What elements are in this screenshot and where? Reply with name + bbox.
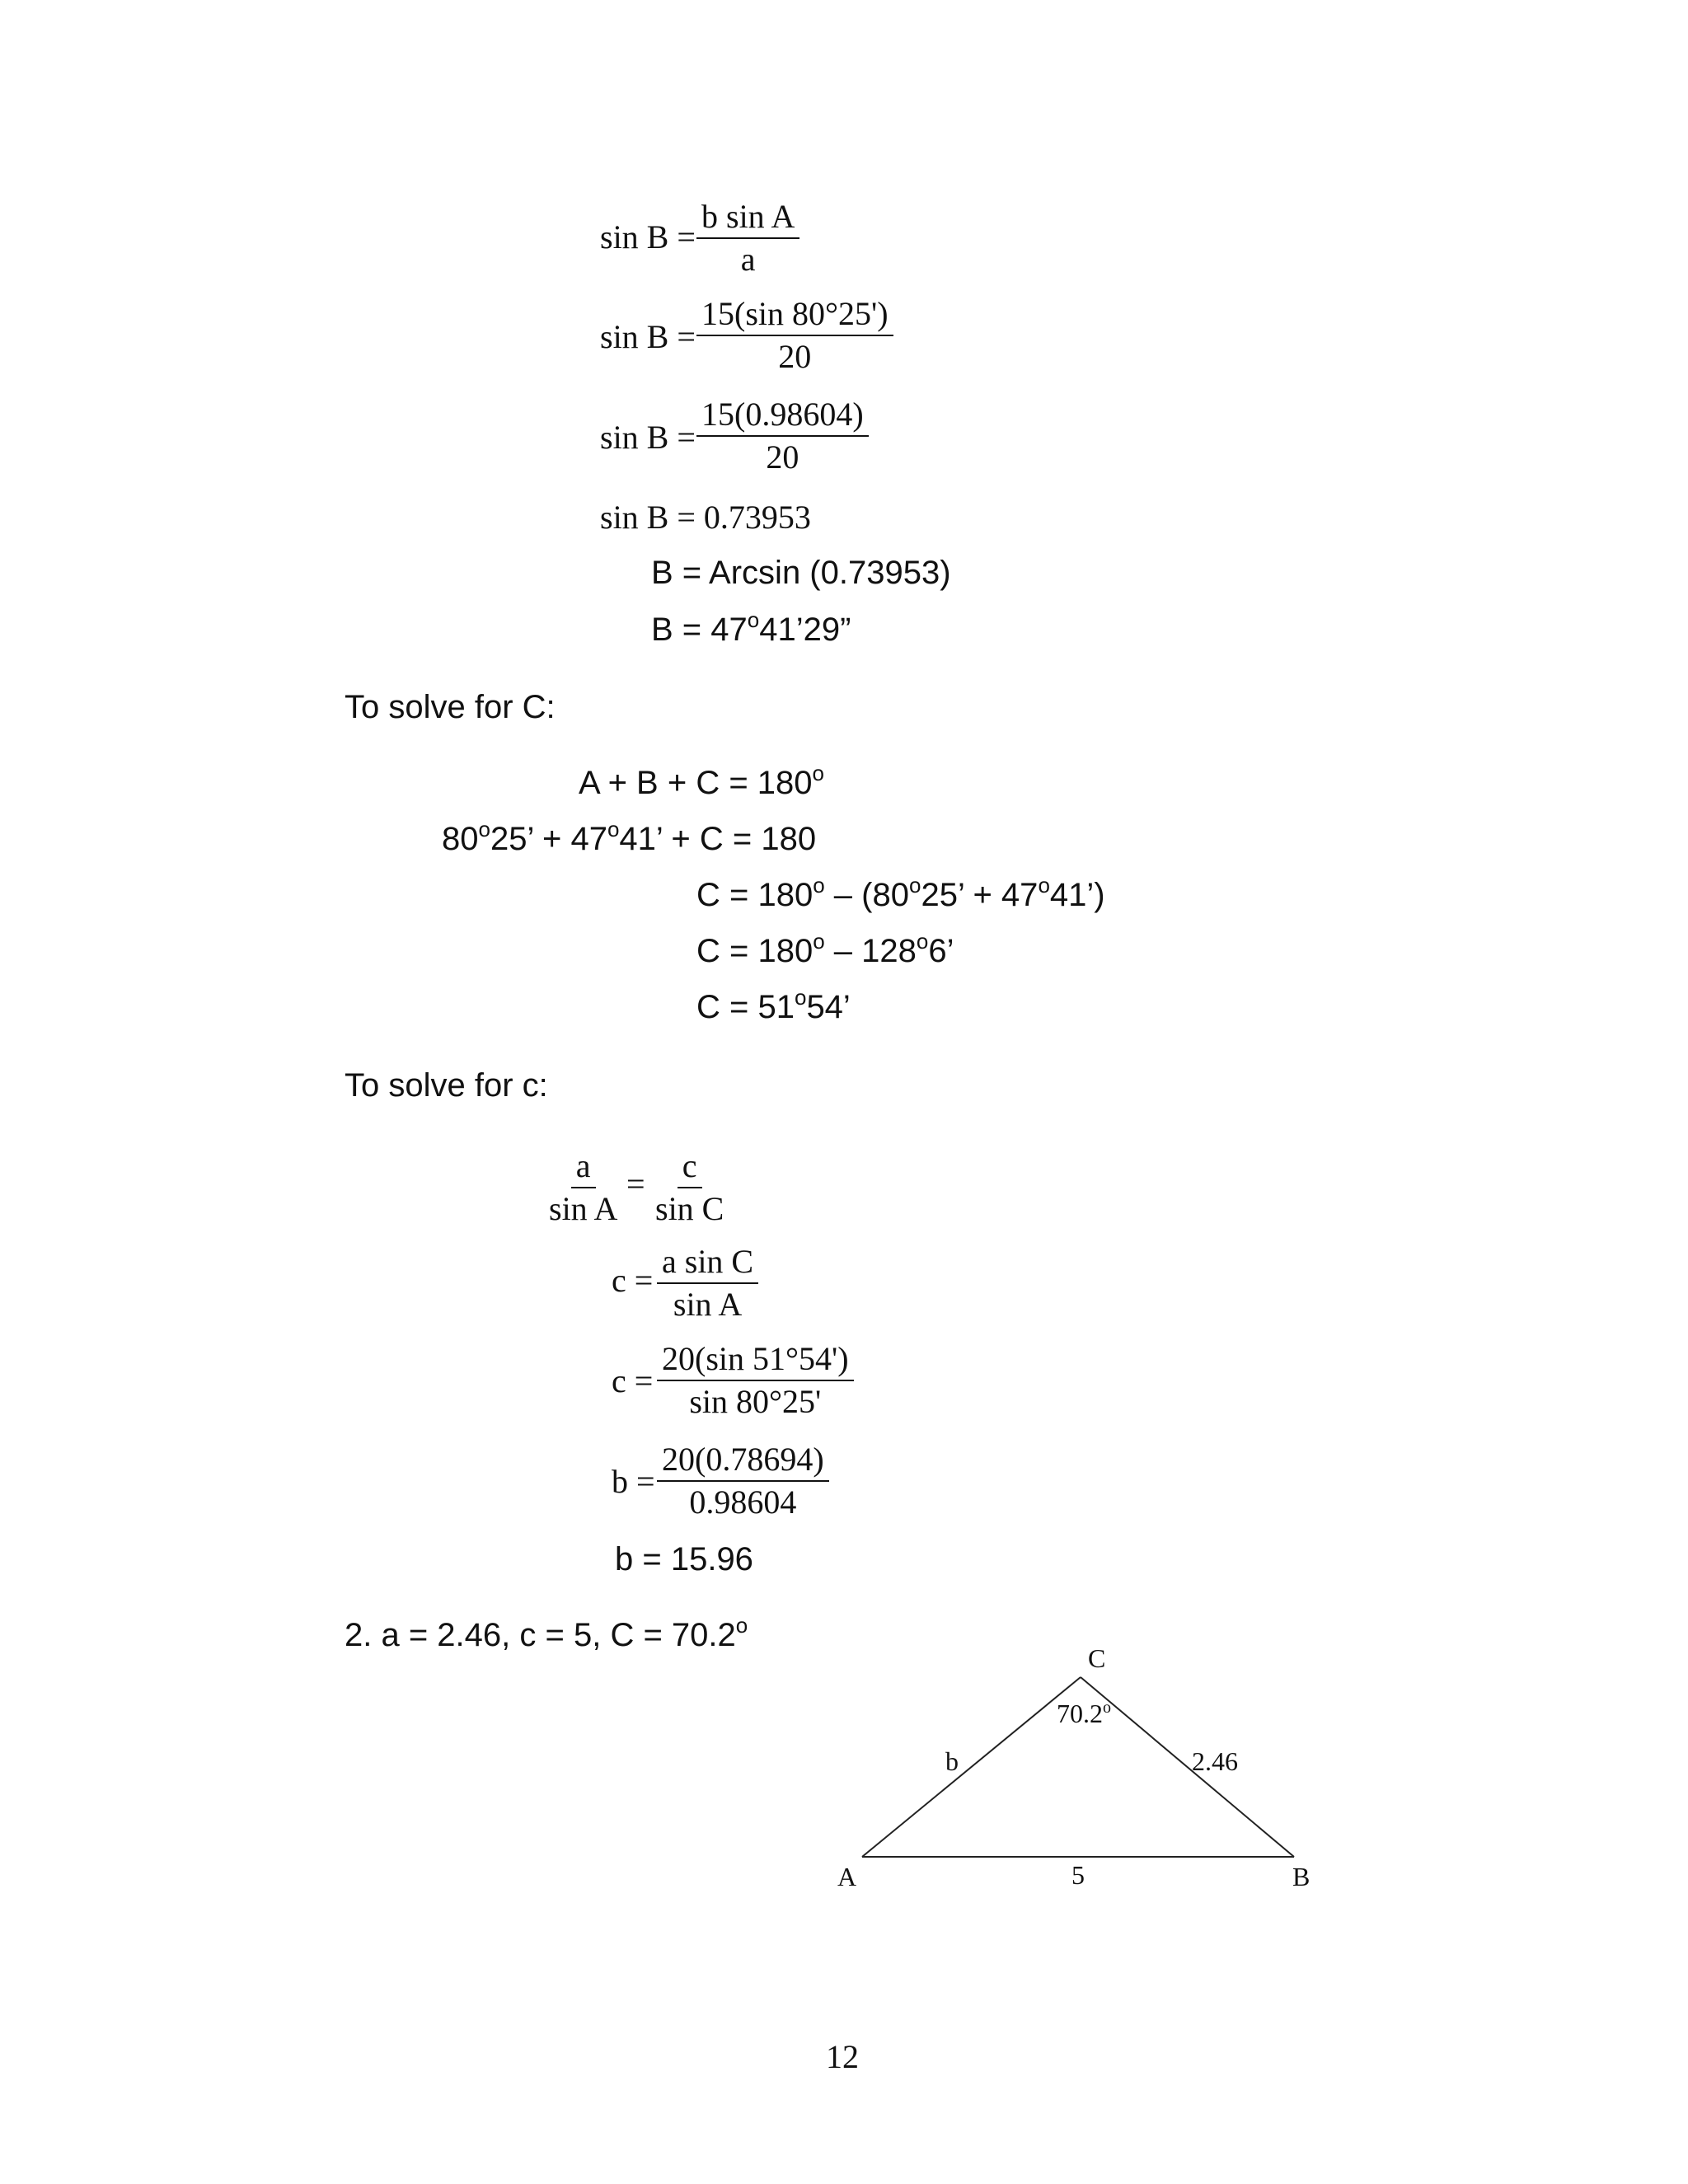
equation-lhs: sin B = — [600, 419, 696, 456]
angle-label-C: 70.2$^o$ — [1057, 1699, 1111, 1728]
fraction-denominator: sin 80°25' — [689, 1383, 822, 1420]
equation-lhs: sin B = — [600, 318, 696, 355]
equation-arcsin: B = Arcsin (0.73953) — [651, 555, 951, 591]
fraction-numerator: a sin C — [657, 1243, 758, 1284]
section-heading-c: To solve for c: — [345, 1067, 548, 1104]
triangle-side-a — [1081, 1677, 1294, 1857]
equation-C-simplified: $C = 180^o - 128^o6$’ — [696, 929, 954, 969]
equation-b-result: b = 15.96 — [615, 1541, 753, 1577]
vertex-label-B: B — [1292, 1862, 1311, 1891]
equation-lhs: c = — [612, 1262, 654, 1299]
equation-C-result: $C = 51^o54$’ — [696, 985, 851, 1025]
equation-lhs: b = — [612, 1463, 655, 1500]
side-label-c: 5 — [1071, 1860, 1085, 1890]
fraction-numerator: 15(sin 80°25') — [696, 295, 893, 336]
fraction-numerator: c — [678, 1147, 702, 1188]
fraction-denominator: 20 — [778, 338, 812, 375]
page-number: 12 — [826, 2038, 859, 2075]
equation-angle-sum: $A + B + C = 180^o$ — [579, 761, 825, 801]
side-label-a: 2.46 — [1192, 1746, 1238, 1776]
equation-C-isolated: $C = 180^o - (80^o25$’ + $47^o41$’) — [696, 873, 1105, 913]
fraction-numerator: 15(0.98604) — [696, 396, 869, 437]
vertex-label-C: C — [1088, 1643, 1106, 1673]
fraction-numerator: a — [571, 1147, 596, 1188]
fraction-numerator: 20(0.78694) — [657, 1441, 829, 1482]
vertex-label-A: A — [837, 1862, 857, 1891]
fraction-denominator: sin C — [655, 1190, 724, 1227]
fraction-denominator: 20 — [766, 438, 799, 476]
equation-B-result: $B = 47^o41’29$” — [651, 607, 851, 648]
equation-sinB-value: sin B = 0.73953 — [600, 499, 811, 536]
fraction-denominator: a — [740, 241, 756, 278]
equation-angle-substitution: $80^o25$’ + $47^o41$’ + C = 180 — [442, 817, 817, 857]
side-label-b: b — [945, 1746, 959, 1776]
triangle-side-b — [862, 1677, 1081, 1857]
fraction-denominator: 0.98604 — [689, 1483, 797, 1521]
section-heading-C: To solve for C: — [345, 689, 556, 725]
fraction-denominator: sin A — [673, 1286, 743, 1323]
equals-sign: = — [626, 1165, 645, 1202]
fraction-denominator: sin A — [549, 1190, 618, 1227]
problem-2-statement: 2. a = 2.46, c = 5, $C = 70.2^o$ — [345, 1613, 748, 1653]
equation-lhs: sin B = — [600, 218, 696, 255]
equation-lhs: c = — [612, 1362, 654, 1399]
fraction-numerator: 20(sin 51°54') — [657, 1340, 854, 1381]
fraction-numerator: b sin A — [696, 198, 799, 239]
